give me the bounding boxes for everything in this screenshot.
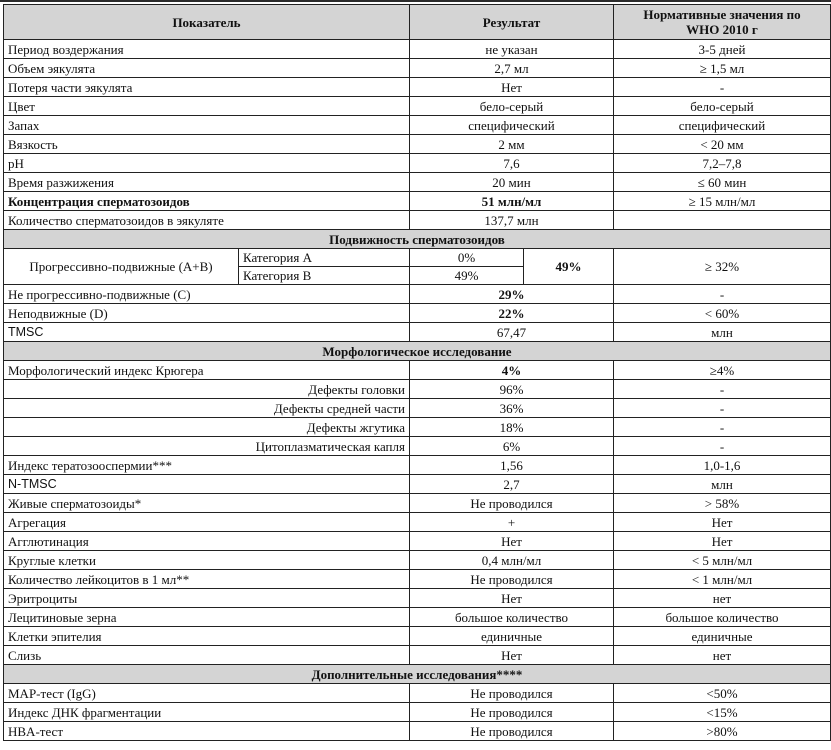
table-row: [4, 285, 831, 304]
section-additional: [4, 665, 831, 684]
norm-cell: 1,0-1,6: [614, 456, 831, 475]
norm-cell: Нет: [614, 532, 831, 551]
param-cell: Запах: [4, 116, 410, 135]
result-cell: специфический: [410, 116, 614, 135]
result-cell: 2,7: [410, 475, 614, 494]
param-cell: Объем эякулята: [4, 59, 410, 78]
param-cell: TMSC: [4, 323, 410, 342]
result-cell: 29%: [410, 285, 614, 304]
norm-cell: ≥ 1,5 мл: [614, 59, 831, 78]
table-row: [4, 551, 831, 570]
result-cell: Не проводился: [410, 722, 614, 741]
norm-cell: млн: [614, 323, 831, 342]
category-a-value: 0%: [410, 249, 524, 267]
result-cell: +: [410, 513, 614, 532]
result-cell: 0,4 млн/мл: [410, 551, 614, 570]
param-cell: Агрегация: [4, 513, 410, 532]
table-row: [4, 570, 831, 589]
param-cell: Период воздержания: [4, 40, 410, 59]
result-cell: Нет: [410, 646, 614, 665]
norm-cell: нет: [614, 646, 831, 665]
category-b-value: 49%: [410, 267, 524, 285]
result-cell: Не проводился: [410, 494, 614, 513]
table-row: [4, 211, 831, 230]
table-row: [4, 627, 831, 646]
param-cell: Не прогрессивно-подвижные (С): [4, 285, 410, 304]
table-row: [4, 192, 831, 211]
param-cell: HBA-тест: [4, 722, 410, 741]
semen-analysis-table: [3, 4, 831, 741]
header-result: Результат: [410, 5, 614, 40]
result-cell: 96%: [410, 380, 614, 399]
norm-cell: ≤ 60 мин: [614, 173, 831, 192]
param-cell: pH: [4, 154, 410, 173]
param-cell: Количество лейкоцитов в 1 мл**: [4, 570, 410, 589]
result-cell: 137,7 млн: [410, 211, 614, 230]
table-row: [4, 97, 831, 116]
param-cell: Вязкость: [4, 135, 410, 154]
table-row: [4, 456, 831, 475]
norm-cell: -: [614, 285, 831, 304]
result-cell: Не проводился: [410, 684, 614, 703]
table-row: [4, 59, 831, 78]
result-cell: Нет: [410, 589, 614, 608]
norm-cell: бело-серый: [614, 97, 831, 116]
header-norm: [614, 5, 831, 40]
result-cell: большое количество: [410, 608, 614, 627]
progressive-norm: ≥ 32%: [614, 249, 831, 285]
kruger-row: [4, 361, 831, 380]
param-cell: Агглютинация: [4, 532, 410, 551]
param-cell: Количество сперматозоидов в эякуляте: [4, 211, 410, 230]
param-cell: Индекс ДНК фрагментации: [4, 703, 410, 722]
norm-cell: -: [614, 399, 831, 418]
result-cell: 4%: [410, 361, 614, 380]
norm-cell: <15%: [614, 703, 831, 722]
table-row: [4, 589, 831, 608]
table-row: [4, 475, 831, 494]
result-cell: единичные: [410, 627, 614, 646]
table-row: [4, 646, 831, 665]
param-cell: Неподвижные (D): [4, 304, 410, 323]
param-cell: Слизь: [4, 646, 410, 665]
table-row: [4, 513, 831, 532]
category-a-label: Категория А: [239, 249, 410, 267]
param-cell: Эритроциты: [4, 589, 410, 608]
table-row: [4, 608, 831, 627]
table-row: [4, 494, 831, 513]
param-cell: Цвет: [4, 97, 410, 116]
norm-cell: специфический: [614, 116, 831, 135]
progressive-row: [4, 249, 831, 267]
norm-cell: [614, 211, 831, 230]
param-cell: MAP-тест (IgG): [4, 684, 410, 703]
result-cell: 1,56: [410, 456, 614, 475]
table-row: [4, 135, 831, 154]
norm-cell: ≥ 15 млн/мл: [614, 192, 831, 211]
param-cell: Клетки эпителия: [4, 627, 410, 646]
category-b-label: Категория В: [239, 267, 410, 285]
table-row: [4, 532, 831, 551]
norm-cell: > 58%: [614, 494, 831, 513]
result-cell: Нет: [410, 532, 614, 551]
norm-cell: 3-5 дней: [614, 40, 831, 59]
param-cell: Потеря части эякулята: [4, 78, 410, 97]
norm-cell: -: [614, 418, 831, 437]
norm-cell: 7,2–7,8: [614, 154, 831, 173]
norm-cell: Нет: [614, 513, 831, 532]
table-row: [4, 304, 831, 323]
norm-cell: >80%: [614, 722, 831, 741]
table-row: [4, 722, 831, 741]
norm-cell: единичные: [614, 627, 831, 646]
norm-cell: < 1 млн/мл: [614, 570, 831, 589]
result-cell: не указан: [410, 40, 614, 59]
result-cell: 2,7 мл: [410, 59, 614, 78]
defect-label: Цитоплазматическая капля: [4, 437, 410, 456]
section-additional-title: Дополнительные исследования****: [4, 665, 831, 684]
table-row: [4, 78, 831, 97]
result-cell: бело-серый: [410, 97, 614, 116]
param-cell: Концентрация сперматозоидов: [4, 192, 410, 211]
table-row: [4, 703, 831, 722]
result-cell: Нет: [410, 78, 614, 97]
param-cell: N-TMSC: [4, 475, 410, 494]
result-cell: 18%: [410, 418, 614, 437]
defect-row: [4, 399, 831, 418]
defect-label: Дефекты головки: [4, 380, 410, 399]
section-motility: [4, 230, 831, 249]
defect-row: [4, 437, 831, 456]
norm-cell: большое количество: [614, 608, 831, 627]
table-row: [4, 684, 831, 703]
progressive-label: Прогрессивно-подвижные (А+В): [4, 249, 239, 285]
header-norm-line1: Нормативные значения по: [643, 7, 801, 22]
norm-cell: -: [614, 437, 831, 456]
section-morphology: [4, 342, 831, 361]
defect-label: Дефекты жгутика: [4, 418, 410, 437]
param-cell: Время разжижения: [4, 173, 410, 192]
result-cell: 2 мм: [410, 135, 614, 154]
result-cell: 36%: [410, 399, 614, 418]
result-cell: 7,6: [410, 154, 614, 173]
result-cell: 67,47: [410, 323, 614, 342]
norm-cell: -: [614, 380, 831, 399]
norm-cell: < 5 млн/мл: [614, 551, 831, 570]
param-cell: Круглые клетки: [4, 551, 410, 570]
result-cell: 51 млн/мл: [410, 192, 614, 211]
param-cell: Морфологический индекс Крюгера: [4, 361, 410, 380]
result-cell: 20 мин: [410, 173, 614, 192]
result-cell: 6%: [410, 437, 614, 456]
table-row: [4, 323, 831, 342]
section-motility-title: Подвижность сперматозоидов: [4, 230, 831, 249]
norm-cell: нет: [614, 589, 831, 608]
param-cell: Индекс тератозооспермии***: [4, 456, 410, 475]
norm-cell: -: [614, 78, 831, 97]
header-norm-line2: WHO 2010 г: [686, 22, 758, 37]
table-row: [4, 154, 831, 173]
table-row: [4, 173, 831, 192]
table-row: [4, 40, 831, 59]
result-cell: Не проводился: [410, 703, 614, 722]
result-cell: Не проводился: [410, 570, 614, 589]
norm-cell: < 60%: [614, 304, 831, 323]
defect-label: Дефекты средней части: [4, 399, 410, 418]
progressive-total: 49%: [524, 249, 614, 285]
section-morphology-title: Морфологическое исследование: [4, 342, 831, 361]
table-row: [4, 116, 831, 135]
header-row: [4, 5, 831, 40]
param-cell: Живые сперматозоиды*: [4, 494, 410, 513]
norm-cell: <50%: [614, 684, 831, 703]
header-param: Показатель: [4, 5, 410, 40]
defect-row: [4, 380, 831, 399]
norm-cell: < 20 мм: [614, 135, 831, 154]
defect-row: [4, 418, 831, 437]
norm-cell: ≥4%: [614, 361, 831, 380]
cropped-edge: [0, 0, 831, 2]
norm-cell: млн: [614, 475, 831, 494]
result-cell: 22%: [410, 304, 614, 323]
param-cell: Лецитиновые зерна: [4, 608, 410, 627]
